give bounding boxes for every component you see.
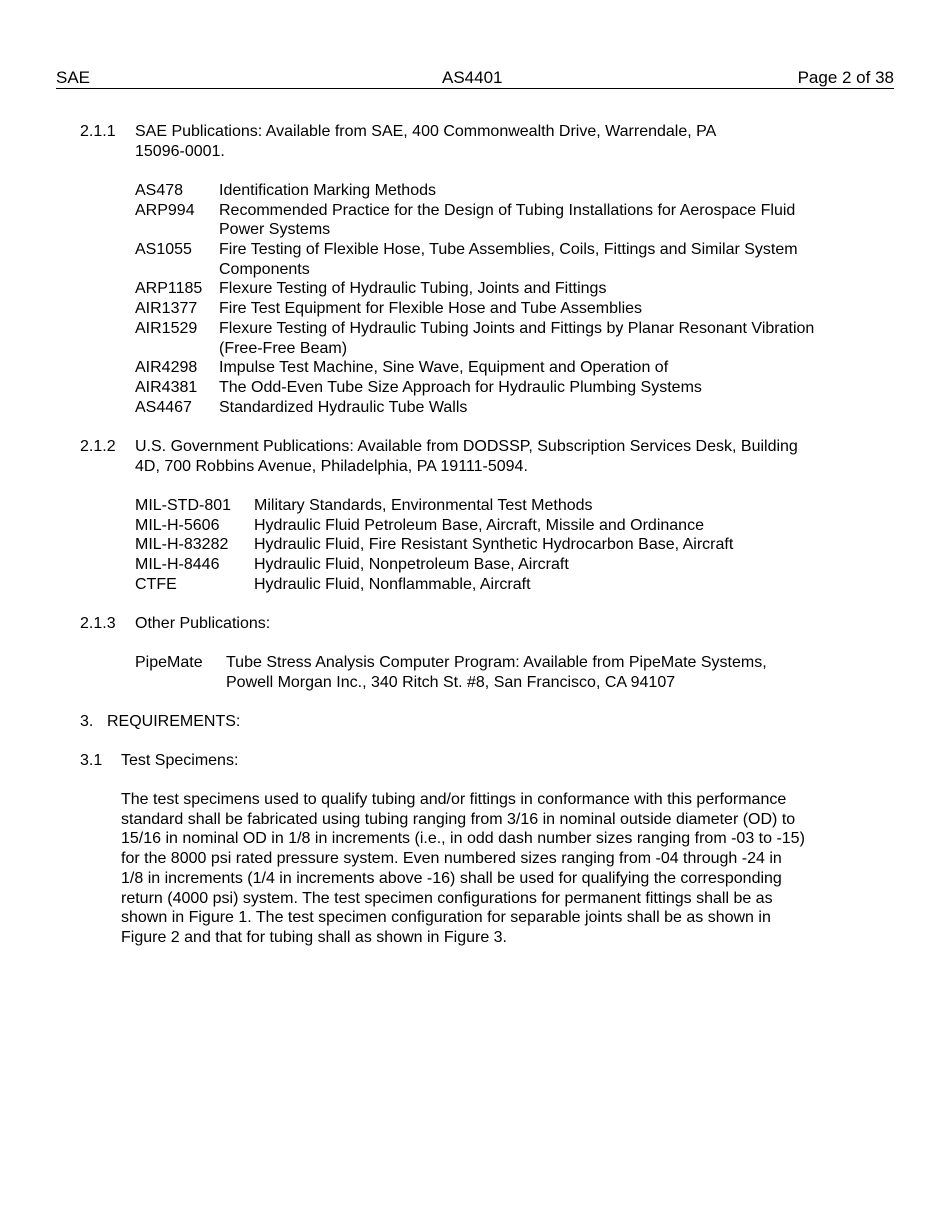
list-item xyxy=(135,496,875,516)
list-item xyxy=(135,653,875,692)
pub-code: AIR1377 xyxy=(135,300,198,318)
section-number-3-1: 3.1 xyxy=(80,752,103,769)
paragraph-line: standard shall be fabricated using tubing ranging from 3/16 in nominal outside diameter (OD) to xyxy=(121,810,796,828)
page-header xyxy=(56,68,894,89)
pub-code: AIR1529 xyxy=(135,319,198,337)
government-publications-list xyxy=(135,496,875,594)
sae-publications-list xyxy=(135,181,875,417)
paragraph-line: 1/8 in increments (1/4 in increments above -16) shall be used for qualifying the corresponding xyxy=(121,869,782,887)
header-org: SAE xyxy=(56,68,91,87)
list-item xyxy=(135,201,875,240)
list-item xyxy=(135,555,875,575)
pub-code: AIR4298 xyxy=(135,359,198,377)
pub-code: MIL-H-8446 xyxy=(135,556,220,574)
list-item xyxy=(135,516,875,536)
paragraph-line: The test specimens used to qualify tubing and/or fittings in conformance with this performance xyxy=(121,791,787,808)
pub-title: Fire Testing of Flexible Hose, Tube Assemblies, Coils, Fittings and Similar System Components xyxy=(219,241,798,278)
section-2-1-1-line2: 15096-0001. xyxy=(135,142,225,160)
section-2-1-2-intro xyxy=(135,437,798,476)
pub-title: Impulse Test Machine, Sine Wave, Equipment and Operation of xyxy=(219,359,669,377)
list-item xyxy=(135,181,875,201)
list-item xyxy=(135,319,875,358)
pub-code: MIL-H-5606 xyxy=(135,516,220,534)
paragraph-line: return (4000 psi) system. The test specimen configurations for permanent fittings shall be as xyxy=(121,889,773,907)
list-item xyxy=(135,535,875,555)
header-doc-id: AS4401 xyxy=(442,68,503,87)
pub-code: AS1055 xyxy=(135,241,192,259)
pub-title: Flexure Testing of Hydraulic Tubing Joints and Fittings by Planar Resonant Vibration (Free-Free Beam) xyxy=(219,319,815,357)
pub-title: Hydraulic Fluid, Fire Resistant Synthetic Hydrocarbon Base, Aircraft xyxy=(254,536,734,554)
section-2-1-3-title: Other Publications: xyxy=(135,615,271,632)
pub-title: The Odd-Even Tube Size Approach for Hydraulic Plumbing Systems xyxy=(219,378,702,396)
paragraph-line: for the 8000 psi rated pressure system. Even numbered sizes ranging from -04 through -24 in xyxy=(121,850,782,868)
pub-title: Tube Stress Analysis Computer Program: Available from PipeMate Systems, Powell Morgan Inc., 340 Ritch St. #8, San Francisco, CA 94107 xyxy=(226,654,767,691)
pub-title: Hydraulic Fluid Petroleum Base, Aircraft, Missile and Ordinance xyxy=(254,516,704,534)
list-item xyxy=(135,240,875,279)
section-2-1-2-line1: U.S. Government Publications: Available from DODSSP, Subscription Services Desk, Building xyxy=(135,438,798,455)
pub-code: AIR4381 xyxy=(135,378,198,396)
pub-code: MIL-H-83282 xyxy=(135,536,229,554)
section-number-2-1-3: 2.1.3 xyxy=(80,615,116,632)
pub-code: AS4467 xyxy=(135,398,192,416)
header-page-number: Page 2 of 38 xyxy=(797,68,894,87)
list-item xyxy=(135,299,875,319)
pub-title: Identification Marking Methods xyxy=(219,182,436,199)
section-2-1-2-line2: 4D, 700 Robbins Avenue, Philadelphia, PA 19111-5094. xyxy=(135,457,528,475)
pub-title: Hydraulic Fluid, Nonpetroleum Base, Aircraft xyxy=(254,556,569,574)
pub-code: MIL-STD-801 xyxy=(135,497,232,514)
pub-title: Hydraulic Fluid, Nonflammable, Aircraft xyxy=(254,575,531,593)
pub-title: Fire Test Equipment for Flexible Hose and Tube Assemblies xyxy=(219,300,643,318)
list-item xyxy=(135,279,875,299)
pub-code: CTFE xyxy=(135,575,177,593)
section-3-title: REQUIREMENTS: xyxy=(107,713,241,730)
section-3-1-paragraph xyxy=(121,790,881,948)
pub-code: ARP994 xyxy=(135,201,195,219)
section-number-2-1-2: 2.1.2 xyxy=(80,438,116,455)
paragraph-line: 15/16 in nominal OD in 1/8 in increments (i.e., in odd dash number sizes ranging from -03 to -15) xyxy=(121,830,805,848)
pub-title: Standardized Hydraulic Tube Walls xyxy=(219,398,468,416)
list-item xyxy=(135,358,875,378)
section-3-1-title: Test Specimens: xyxy=(121,752,239,769)
list-item xyxy=(135,398,875,418)
section-2-1-1-intro xyxy=(135,122,716,161)
paragraph-line: shown in Figure 1. The test specimen configuration for separable joints shall be as shown in xyxy=(121,909,771,927)
pub-title: Recommended Practice for the Design of Tubing Installations for Aerospace Fluid Power Systems xyxy=(219,201,796,239)
pub-title: Flexure Testing of Hydraulic Tubing, Joints and Fittings xyxy=(219,280,607,298)
section-number-3: 3. xyxy=(80,713,94,730)
pub-code: PipeMate xyxy=(135,654,203,671)
pub-code: AS478 xyxy=(135,182,184,199)
section-2-1-1-line1: SAE Publications: Available from SAE, 400 Commonwealth Drive, Warrendale, PA xyxy=(135,123,717,140)
list-item xyxy=(135,575,875,595)
section-number-2-1-1: 2.1.1 xyxy=(80,123,116,140)
pub-code: ARP1185 xyxy=(135,280,203,298)
paragraph-line: Figure 2 and that for tubing shall as shown in Figure 3. xyxy=(121,928,507,946)
list-item xyxy=(135,378,875,398)
other-publications-list xyxy=(135,653,875,692)
pub-title: Military Standards, Environmental Test Methods xyxy=(254,497,593,514)
